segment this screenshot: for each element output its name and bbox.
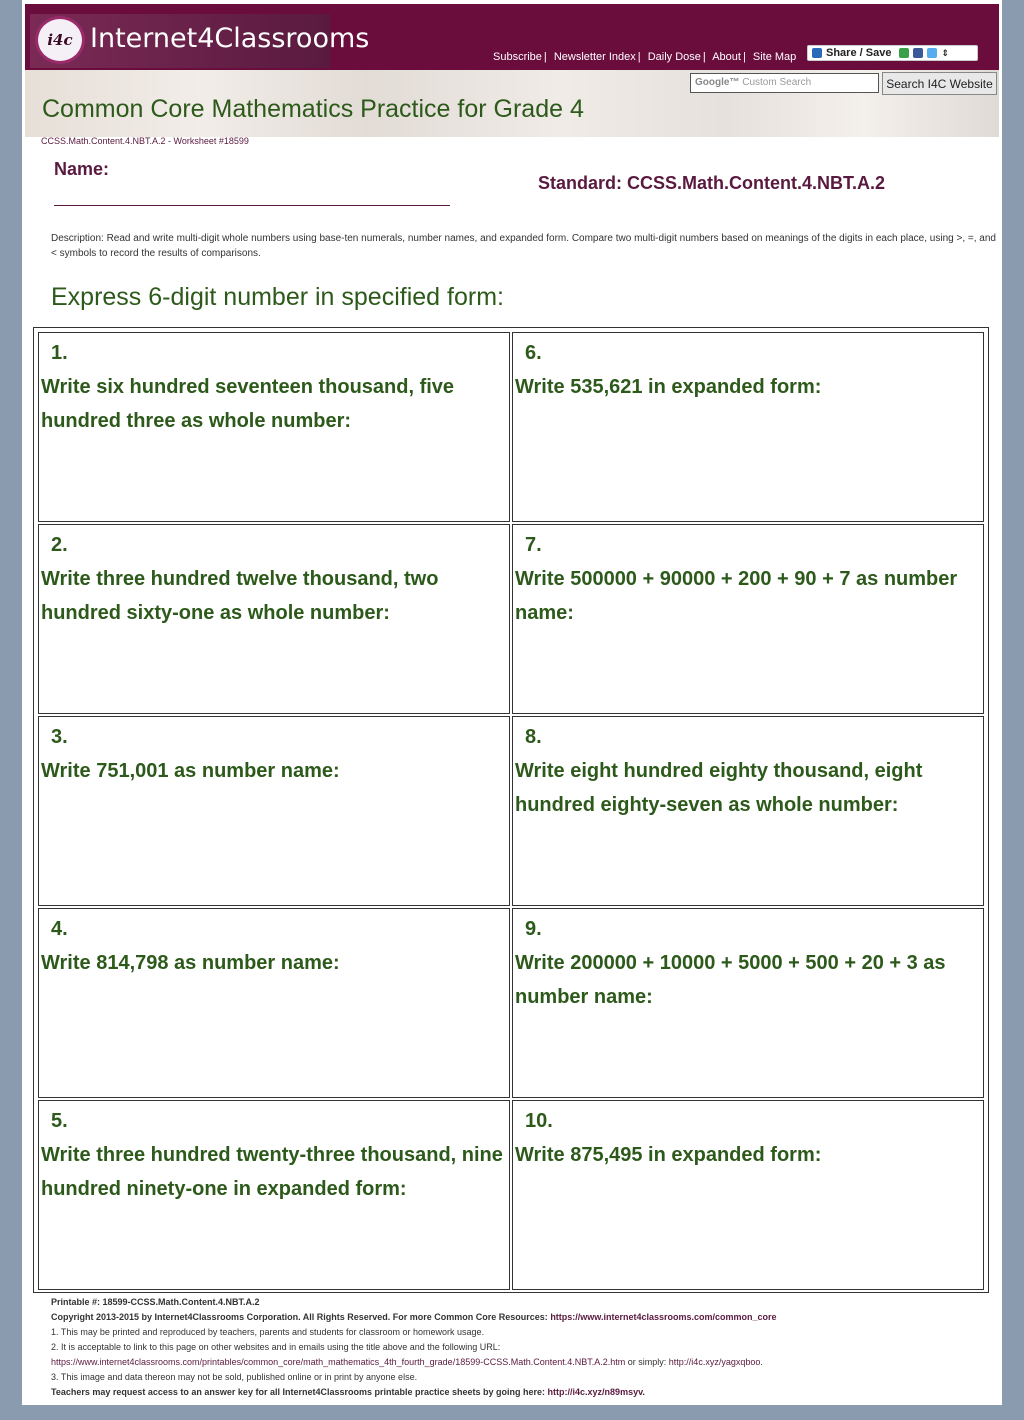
- nav-site-map[interactable]: Site Map: [752, 51, 797, 63]
- question-number: 6.: [525, 342, 542, 364]
- question-cell: [512, 908, 984, 1098]
- short-url-link[interactable]: http://i4c.xyz/yagxqboo: [668, 1357, 761, 1367]
- question-cell: [38, 332, 510, 522]
- copyright-text: Copyright 2013-2015 by Internet4Classrooms Corporation. All Rights Reserved. For more Common Core Resources:: [51, 1312, 548, 1322]
- site-header: [25, 4, 999, 137]
- answer-key-text: Teachers may request access to an answer key for all Internet4Classrooms printable practice sheets by going here:: [51, 1387, 546, 1397]
- answer-key-link[interactable]: http://i4c.xyz/n89msyv: [547, 1387, 643, 1397]
- logo-badge-icon: i4c: [35, 16, 85, 64]
- footer-line-1: 1. This may be printed and reproduced by teachers, parents and students for classroom or homework usage.: [51, 1327, 485, 1337]
- question-cell: [512, 1100, 984, 1290]
- question-text: Write eight hundred eighty thousand, eight hundred eighty-seven as whole number:: [515, 760, 923, 816]
- question-number: 7.: [525, 534, 542, 556]
- common-core-link[interactable]: https://www.internet4classrooms.com/common_core: [550, 1312, 777, 1322]
- page-title: Common Core Mathematics Practice for Grade 4: [42, 95, 584, 123]
- question-text: Write six hundred seventeen thousand, five hundred three as whole number:: [41, 376, 455, 432]
- question-text: Write three hundred twenty-three thousand, nine hundred ninety-one in expanded form:: [41, 1144, 503, 1200]
- copyright: [51, 1310, 996, 1325]
- question-text: Write three hundred twelve thousand, two hundred sixty-one as whole number:: [41, 568, 439, 624]
- question-cell: [512, 716, 984, 906]
- question-text: Write 814,798 as number name:: [41, 952, 340, 974]
- email-icon: [899, 48, 909, 58]
- question-number: 9.: [525, 918, 542, 940]
- footer: [51, 1295, 996, 1400]
- question-number: 10.: [525, 1110, 553, 1132]
- description: Description: Read and write multi-digit whole numbers using base-ten numerals, number names, and expanded form. Compare two multi-digit numbers based on meanings of the digits in each place, using >, =, and < symbols to record the results of comparisons.: [51, 233, 996, 259]
- question-cell: [38, 524, 510, 714]
- standard-label: Standard: CCSS.Math.Content.4.NBT.A.2: [538, 173, 886, 193]
- top-bar: [25, 4, 999, 70]
- question-grid: [33, 327, 989, 1293]
- facebook-icon: [913, 48, 923, 58]
- nav-about[interactable]: About: [712, 51, 741, 63]
- question-text: Write 751,001 as number name:: [41, 760, 340, 782]
- search-input[interactable]: [690, 73, 879, 93]
- name-line: [54, 205, 450, 206]
- worksheet-url-link[interactable]: https://www.internet4classrooms.com/printables/common_core/math_mathematics_4th_fourth_grade/18599-CCSS.Math.Content.4.NBT.A.2.htm: [51, 1357, 626, 1367]
- share-plus-icon: [812, 48, 822, 58]
- question-text: Write 535,621 in expanded form:: [515, 376, 822, 398]
- footer-line-2: 2. It is acceptable to link to this page on other websites and in emails using the title above and the following URL:: [51, 1342, 501, 1352]
- question-text: Write 875,495 in expanded form:: [515, 1144, 822, 1166]
- url-end: .: [760, 1357, 763, 1367]
- worksheet-page: [22, 0, 1002, 1405]
- name-label: Name:: [54, 159, 110, 179]
- chevron-updown-icon: ⇕: [941, 47, 949, 58]
- question-number: 3.: [51, 726, 68, 748]
- google-logo: Google™: [695, 77, 740, 88]
- question-cell: [38, 1100, 510, 1290]
- footer-url-line: [51, 1355, 996, 1370]
- question-cell: [38, 716, 510, 906]
- question-number: 2.: [51, 534, 68, 556]
- printable-number: Printable #: 18599-CCSS.Math.Content.4.NBT.A.2: [51, 1297, 260, 1307]
- nav-daily-dose[interactable]: Daily Dose: [647, 51, 701, 63]
- question-text: Write 500000 + 90000 + 200 + 90 + 7 as number name:: [515, 568, 958, 624]
- logo-text: Internet4Classrooms: [90, 23, 370, 54]
- question-number: 5.: [51, 1110, 68, 1132]
- url-or-text: or simply:: [625, 1357, 669, 1367]
- search-button[interactable]: Search I4C Website: [882, 72, 997, 95]
- share-button[interactable]: [807, 45, 978, 61]
- twitter-icon: [927, 48, 937, 58]
- site-logo[interactable]: [30, 14, 370, 68]
- answer-key-end: .: [642, 1387, 645, 1397]
- question-number: 4.: [51, 918, 68, 940]
- search-placeholder: Custom Search: [742, 77, 812, 88]
- top-nav: Subscribe | Newsletter Index | Daily Dose | About | Site Map: [493, 51, 797, 63]
- worksheet-id: CCSS.Math.Content.4.NBT.A.2 - Worksheet #18599: [41, 136, 249, 146]
- question-cell: [512, 524, 984, 714]
- question-cell: [38, 908, 510, 1098]
- nav-newsletter-index[interactable]: Newsletter Index: [553, 51, 636, 63]
- answer-key-note: [51, 1385, 996, 1400]
- question-cell: [512, 332, 984, 522]
- footer-line-3: 3. This image and data thereon may not be sold, published online or in print by anyone else.: [51, 1372, 418, 1382]
- question-text: Write 200000 + 10000 + 5000 + 500 + 20 + 3 as number name:: [515, 952, 946, 1008]
- question-number: 8.: [525, 726, 542, 748]
- nav-subscribe[interactable]: Subscribe: [493, 51, 542, 63]
- section-title: Express 6-digit number in specified form:: [51, 283, 504, 311]
- share-label: Share / Save: [826, 47, 892, 59]
- question-number: 1.: [51, 342, 68, 364]
